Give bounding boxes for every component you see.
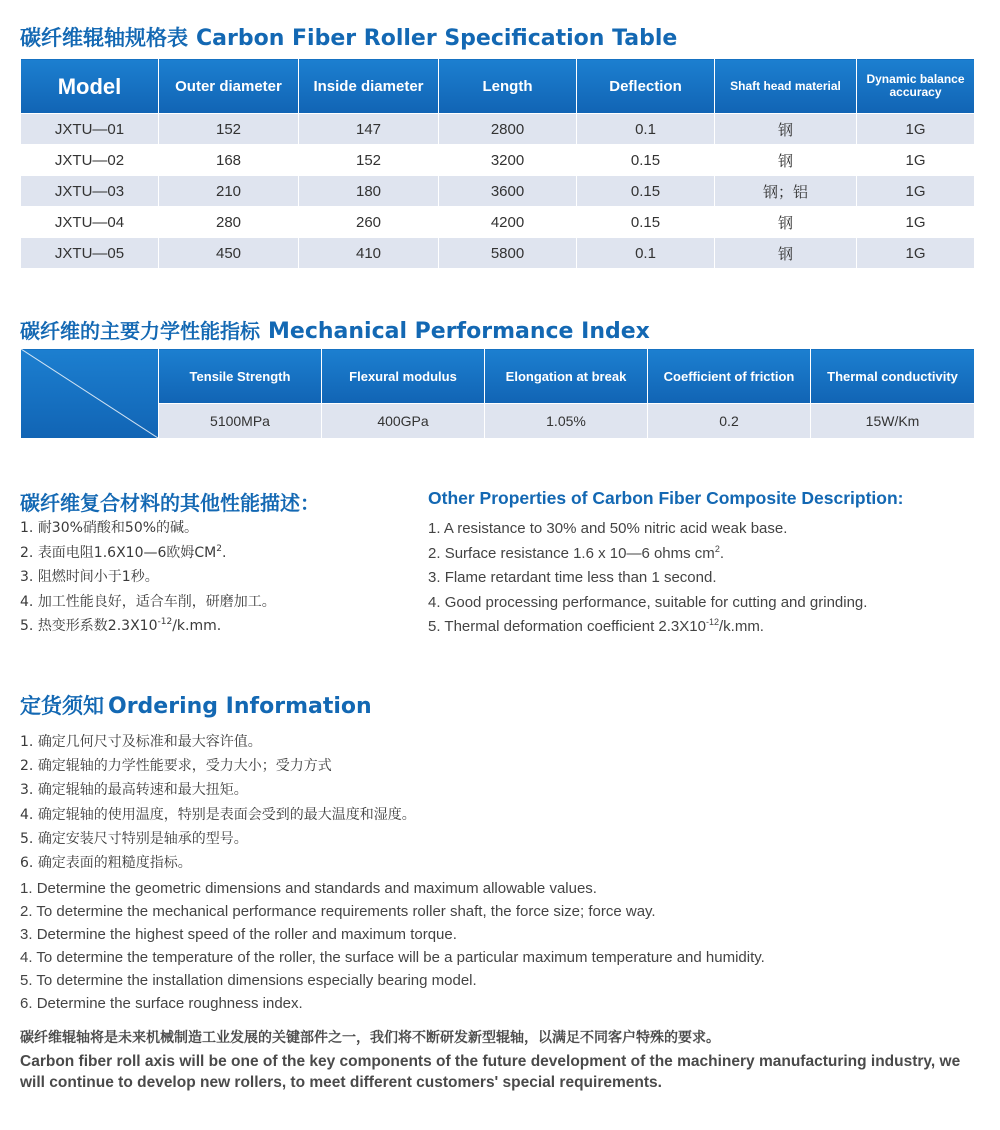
- spec-header-shaft-head-material: Shaft head material: [715, 59, 857, 114]
- list-number: 1.: [20, 734, 34, 750]
- spec-header-outer-diameter: Outer diameter: [159, 59, 299, 114]
- list-item: [20, 946, 765, 969]
- table-cell: 168: [159, 145, 299, 176]
- table-cell: 450: [159, 238, 299, 269]
- list-text: Determine the geometric dimensions and standards and maximum allowable values.: [36, 880, 597, 897]
- list-text: To determine the mechanical performance requirements roller shaft, the force size; force way.: [36, 903, 656, 920]
- table-cell: 1G: [857, 176, 975, 207]
- list-number: 3.: [428, 569, 441, 586]
- list-text: 确定表面的粗糙度指标。: [37, 855, 192, 872]
- list-item: [20, 969, 765, 992]
- table-cell: 0.15: [577, 176, 715, 207]
- table-cell: JXTU—01: [21, 114, 159, 145]
- mech-header-friction: Coefficient of friction: [648, 349, 811, 404]
- superscript: 2: [714, 543, 720, 554]
- list-number: 2.: [20, 903, 33, 920]
- list-number: 4.: [20, 806, 34, 823]
- list-item: [20, 877, 765, 900]
- list-text: 确定安装尺寸特别是轴承的型号。: [37, 830, 248, 847]
- mech-header-thermal: Thermal conductivity: [811, 349, 975, 404]
- list-text: 耐30%硝酸和50%的碱。: [37, 520, 199, 536]
- list-text: 表面电阻1.6X10—6欧姆CM: [37, 544, 217, 561]
- spec-header-length: Length: [439, 59, 577, 114]
- table-cell: JXTU—04: [21, 207, 159, 238]
- spec-table: [20, 58, 975, 269]
- superscript: -12: [157, 617, 173, 627]
- table-cell: 1G: [857, 114, 975, 145]
- table-cell: 钢: [715, 238, 857, 269]
- order-title-cn: 定货须知: [20, 694, 104, 718]
- table-cell: JXTU—03: [21, 176, 159, 207]
- other-title-cn: 碳纤维复合材料的其他性能描述：: [20, 491, 320, 515]
- list-text: 确定辊轴的使用温度，特别是表面会受到的最大温度和湿度。: [37, 806, 416, 823]
- list-number: 2.: [20, 544, 34, 561]
- table-cell: 5100MPa: [159, 404, 322, 439]
- table-cell: 3600: [439, 176, 577, 207]
- table-cell: JXTU—02: [21, 145, 159, 176]
- mech-title-cn: 碳纤维的主要力学性能指标: [20, 319, 260, 343]
- table-cell: 180: [299, 176, 439, 207]
- list-text: To determine the temperature of the roller, the surface will be a particular maximum temperature and humidity.: [36, 949, 765, 966]
- spec-title-cn: 碳纤维辊轴规格表: [20, 26, 188, 50]
- list-text: To determine the installation dimensions especially bearing model.: [36, 972, 477, 989]
- list-item: [20, 730, 416, 754]
- mech-header-row: [21, 349, 975, 404]
- mech-title-en: Mechanical Performance Index: [268, 319, 650, 344]
- table-cell: 410: [299, 238, 439, 269]
- list-item: [20, 900, 765, 923]
- list-number: 5.: [20, 618, 34, 634]
- table-cell: 260: [299, 207, 439, 238]
- list-number: 3.: [20, 782, 34, 799]
- list-number: 1.: [428, 520, 441, 537]
- spec-header-model: Model: [21, 59, 159, 114]
- spec-header-row: [21, 59, 975, 114]
- order-title-en: Ordering Information: [108, 694, 372, 719]
- table-cell: 0.15: [577, 145, 715, 176]
- table-cell: 1G: [857, 207, 975, 238]
- order-list-en: [20, 877, 765, 1015]
- list-number: 4.: [20, 949, 33, 966]
- list-item: [20, 803, 416, 827]
- list-text: Determine the surface roughness index.: [36, 995, 303, 1012]
- table-cell: 152: [159, 114, 299, 145]
- superscript: 2: [216, 543, 222, 554]
- list-number: 6.: [20, 855, 34, 872]
- mech-table: [20, 348, 975, 439]
- diagonal-line-icon: [21, 349, 158, 438]
- mech-header-elongation: Elongation at break: [485, 349, 648, 404]
- table-row: [21, 114, 975, 145]
- list-text: Determine the highest speed of the roller and maximum torque.: [36, 926, 457, 943]
- table-cell: 2800: [439, 114, 577, 145]
- list-item: [20, 541, 276, 566]
- list-text: 确定辊轴的力学性能要求，受力大小；受力方式: [37, 758, 332, 775]
- list-item: [20, 614, 276, 639]
- list-tail: /k.mm.: [718, 618, 764, 635]
- spec-header-deflection: Deflection: [577, 59, 715, 114]
- list-item: [428, 566, 867, 591]
- list-item: [428, 591, 867, 616]
- order-section-title: [20, 690, 372, 720]
- list-item: [20, 923, 765, 946]
- table-row: [21, 207, 975, 238]
- spec-section-title: [20, 22, 677, 52]
- list-item: [20, 754, 416, 778]
- table-cell: 0.1: [577, 114, 715, 145]
- list-item: [20, 827, 416, 851]
- list-item: [20, 778, 416, 802]
- table-cell: 钢: [715, 114, 857, 145]
- list-item: [20, 851, 416, 875]
- list-item: [20, 516, 276, 541]
- list-text: Thermal deformation coefficient 2.3X10: [444, 618, 706, 635]
- spec-title-en: Carbon Fiber Roller Specification Table: [196, 26, 678, 51]
- list-item: [428, 615, 867, 640]
- table-cell: 400GPa: [322, 404, 485, 439]
- table-row: [21, 145, 975, 176]
- list-number: 5.: [20, 972, 33, 989]
- table-cell: 1.05%: [485, 404, 648, 439]
- table-cell: 5800: [439, 238, 577, 269]
- table-cell: 152: [299, 145, 439, 176]
- table-cell: 3200: [439, 145, 577, 176]
- list-text: Good processing performance, suitable for cutting and grinding.: [444, 593, 868, 611]
- table-cell: 1G: [857, 238, 975, 269]
- list-number: 6.: [20, 995, 33, 1012]
- list-text: 确定辊轴的最高转速和最大扭矩。: [37, 782, 248, 799]
- list-tail: .: [221, 544, 227, 561]
- other-title-en: Other Properties of Carbon Fiber Composite Description:: [428, 488, 904, 508]
- list-text: 确定几何尺寸及标准和最大容许值。: [37, 734, 262, 750]
- table-row: [21, 238, 975, 269]
- list-number: 3.: [20, 569, 34, 585]
- list-item: [428, 542, 867, 567]
- list-text: Flame retardant time less than 1 second.: [444, 569, 717, 586]
- mech-corner-cell: [21, 349, 159, 439]
- other-list-cn: [20, 516, 276, 639]
- list-item: [20, 992, 765, 1015]
- table-cell: 280: [159, 207, 299, 238]
- closing-statement-en: Carbon fiber roll axis will be one of the key components of the future development of the machinery manufacturing industry, we will continue to develop new rollers, to meet different customers' special requirements.: [20, 1053, 961, 1091]
- table-cell: 钢: [715, 207, 857, 238]
- list-number: 2.: [20, 758, 34, 775]
- list-item: [428, 517, 867, 542]
- table-cell: 钢: [715, 145, 857, 176]
- list-number: 2.: [428, 544, 441, 562]
- list-number: 5.: [428, 618, 441, 635]
- table-cell: 210: [159, 176, 299, 207]
- table-cell: 0.2: [648, 404, 811, 439]
- list-text: 加工性能良好，适合车削，研磨加工。: [37, 593, 276, 610]
- list-item: [20, 565, 276, 590]
- table-cell: 4200: [439, 207, 577, 238]
- list-text: 热变形系数2.3X10: [37, 618, 158, 634]
- mech-section-title: [20, 315, 650, 344]
- superscript: -12: [705, 617, 719, 627]
- table-cell: 1G: [857, 145, 975, 176]
- table-cell: JXTU—05: [21, 238, 159, 269]
- spec-header-dynamic-balance: Dynamic balance accuracy: [857, 59, 975, 114]
- table-cell: 147: [299, 114, 439, 145]
- table-row: [21, 176, 975, 207]
- list-item: [20, 590, 276, 615]
- list-tail: /k.mm.: [172, 618, 222, 634]
- list-number: 1.: [20, 520, 34, 536]
- order-list-cn: [20, 730, 416, 875]
- spec-header-inside-diameter: Inside diameter: [299, 59, 439, 114]
- list-text: A resistance to 30% and 50% nitric acid weak base.: [443, 520, 788, 537]
- list-tail: .: [719, 544, 724, 562]
- list-number: 5.: [20, 830, 34, 847]
- list-number: 3.: [20, 926, 33, 943]
- table-cell: 15W/Km: [811, 404, 975, 439]
- list-text: Surface resistance 1.6 x 10—6 ohms cm: [444, 544, 715, 562]
- list-number: 4.: [20, 593, 34, 610]
- list-text: 阻燃时间小于1秒。: [37, 569, 159, 585]
- closing-statement-cn: 碳纤维辊轴将是未来机械制造工业发展的关键部件之一，我们将不断研发新型辊轴，以满足不同客户特殊的要求。: [20, 1030, 720, 1046]
- list-number: 4.: [428, 593, 441, 611]
- mech-value-row: [21, 404, 975, 439]
- mech-header-tensile: Tensile Strength: [159, 349, 322, 404]
- list-number: 1.: [20, 880, 33, 897]
- table-cell: 0.1: [577, 238, 715, 269]
- other-list-en: [428, 517, 867, 640]
- table-cell: 0.15: [577, 207, 715, 238]
- mech-header-flexural: Flexural modulus: [322, 349, 485, 404]
- table-cell: 钢；铝: [715, 176, 857, 207]
